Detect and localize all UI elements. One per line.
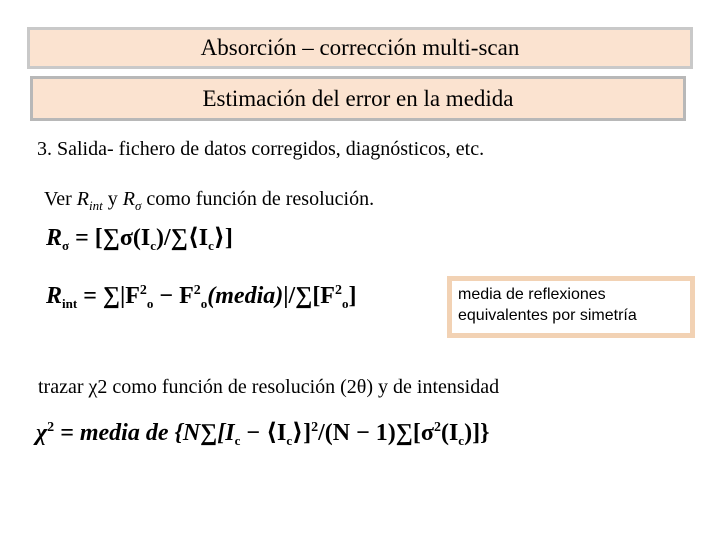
f2-p2a: 2 bbox=[139, 283, 147, 298]
r-int-subscript: int bbox=[88, 198, 103, 213]
formula-r-int bbox=[46, 283, 356, 312]
f3-end: )]} bbox=[464, 420, 490, 446]
subtitle-text: Estimación del error en la medida bbox=[202, 86, 514, 111]
f3-lhs: χ bbox=[36, 420, 48, 446]
trazar-line bbox=[38, 376, 499, 399]
f2-oc: o bbox=[341, 296, 349, 311]
formula-r-sigma bbox=[46, 222, 233, 254]
f3-sq: 2 bbox=[311, 420, 319, 435]
f1-lhs-sub: σ bbox=[62, 238, 70, 253]
note-line-2: equivalentes por simetría bbox=[458, 307, 637, 324]
f2-lhs: R bbox=[46, 283, 63, 309]
chi-exp: 2 bbox=[97, 376, 108, 398]
subtitle-banner bbox=[30, 76, 686, 121]
f2-oa: o bbox=[146, 296, 154, 311]
r-int-symbol: R bbox=[76, 188, 89, 210]
r-sigma-subscript: σ bbox=[134, 198, 142, 213]
title-banner bbox=[27, 27, 693, 69]
f1-end: ⟩] bbox=[213, 225, 233, 251]
f1-mid: )/∑⟨I bbox=[156, 225, 209, 251]
chi-symbol: χ bbox=[88, 376, 98, 398]
f3-exp: 2 bbox=[47, 420, 55, 435]
f1-body: = [∑σ(I bbox=[75, 225, 151, 251]
f3-c2: c bbox=[286, 433, 293, 448]
f3-mid: − ⟨I bbox=[240, 420, 287, 446]
f2-end: |/∑[F bbox=[283, 283, 335, 309]
f3-eq: = media de {N∑[I bbox=[54, 420, 235, 446]
ver-pre: Ver bbox=[44, 188, 77, 210]
step-text: 3. Salida- fichero de datos corregidos, diagnósticos, etc. bbox=[37, 138, 485, 160]
f2-close: ] bbox=[348, 283, 357, 309]
f2-lhs-sub: int bbox=[62, 296, 78, 311]
f3-close1: ⟩] bbox=[292, 420, 312, 446]
f3-s2: 2 bbox=[433, 420, 441, 435]
f2-ob: o bbox=[200, 296, 208, 311]
f2-media: (media) bbox=[207, 283, 284, 309]
f3-den: /(N − 1)∑[σ bbox=[318, 420, 434, 446]
f1-lhs: R bbox=[46, 225, 63, 251]
ver-post: como función de resolución. bbox=[141, 188, 375, 210]
f2-minus: − F bbox=[153, 283, 194, 309]
note-box bbox=[447, 276, 695, 338]
formula-chi-squared bbox=[36, 417, 490, 449]
ver-mid: y bbox=[102, 188, 123, 210]
f2-body: = ∑|F bbox=[83, 283, 140, 309]
f1-c2: c bbox=[208, 238, 214, 253]
f1-c1: c bbox=[150, 238, 157, 253]
note-line-1: media de reflexiones bbox=[458, 286, 606, 303]
f3-c1: c bbox=[234, 433, 241, 448]
f3-paren: (I bbox=[440, 420, 459, 446]
ver-line bbox=[44, 188, 374, 214]
trazar-pre: trazar bbox=[38, 376, 89, 398]
f3-c3: c bbox=[458, 433, 465, 448]
f2-p2b: 2 bbox=[193, 283, 201, 298]
title-text: Absorción – corrección multi-scan bbox=[200, 35, 520, 60]
trazar-post: como función de resolución (2θ) y de intensidad bbox=[107, 376, 500, 398]
f2-p2c: 2 bbox=[334, 283, 342, 298]
r-sigma-symbol: R bbox=[122, 188, 135, 210]
